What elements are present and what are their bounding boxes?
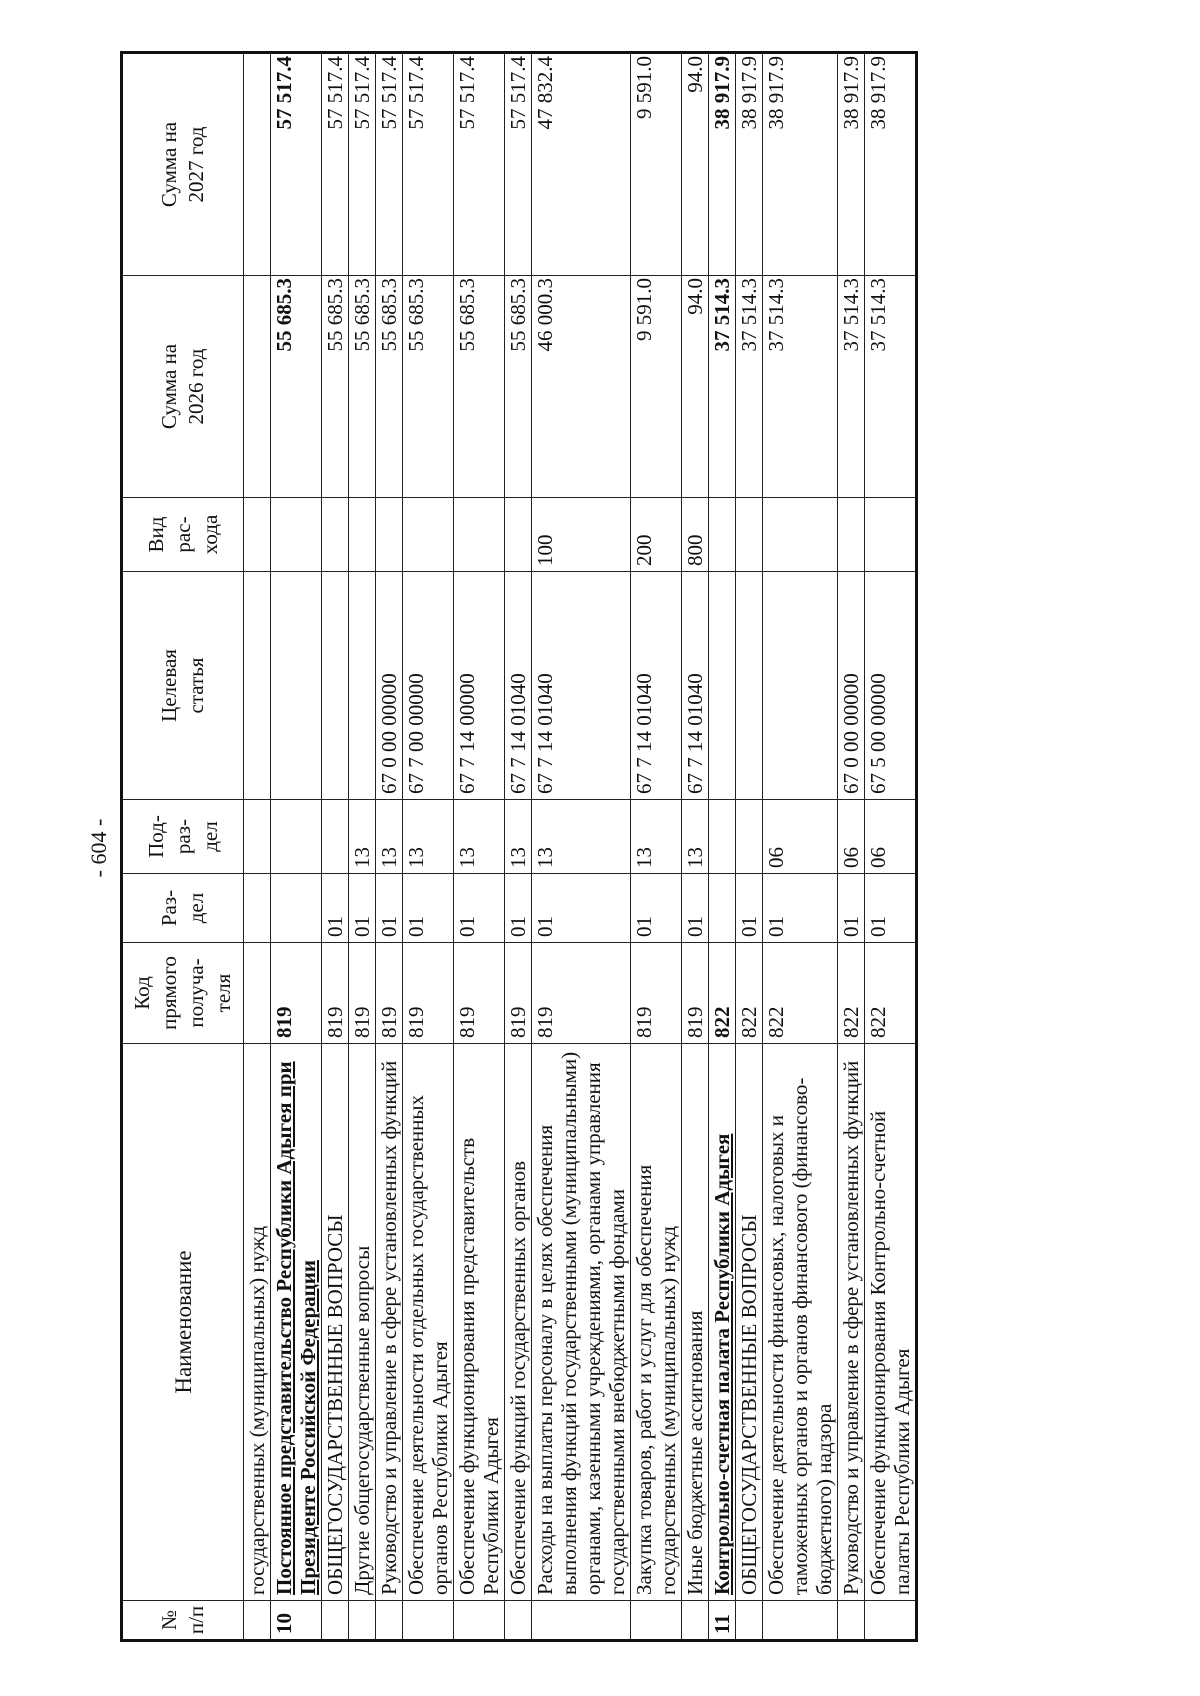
cell-target-article xyxy=(271,572,322,800)
cell-recipient-code: 822 xyxy=(763,943,838,1044)
cell-section: 01 xyxy=(532,874,631,943)
cell-subsection: 06 xyxy=(763,800,838,874)
cell-expense-type xyxy=(244,498,271,572)
cell-sum-2027: 38 917.9 xyxy=(763,53,838,276)
table-row xyxy=(322,53,349,1641)
cell-name: Иные бюджетные ассигнования xyxy=(682,1044,709,1601)
table-row xyxy=(403,53,454,1641)
table-row xyxy=(865,53,917,1641)
cell-name: Расходы на выплаты персоналу в целях обеспечения выполнения функций государственными (муниципальными) органами, казенными учреждениями, органами управления государственными внебюджетными фондами xyxy=(532,1044,631,1601)
table-row xyxy=(736,53,763,1641)
cell-recipient-code: 819 xyxy=(349,943,376,1044)
cell-recipient-code: 822 xyxy=(838,943,865,1044)
cell-expense-type xyxy=(865,498,917,572)
cell-expense-type: 200 xyxy=(631,498,682,572)
header-sum-2027: Сумма на 2027 год xyxy=(122,53,244,276)
cell-expense-type xyxy=(376,498,403,572)
cell-sum-2026: 55 685.3 xyxy=(271,276,322,498)
cell-num xyxy=(376,1601,403,1641)
cell-recipient-code: 822 xyxy=(709,943,736,1044)
cell-sum-2027: 57 517.4 xyxy=(271,53,322,276)
cell-sum-2026: 55 685.3 xyxy=(505,276,532,498)
table-row xyxy=(709,53,736,1641)
cell-recipient-code: 819 xyxy=(682,943,709,1044)
cell-target-article: 67 7 14 01040 xyxy=(532,572,631,800)
cell-sum-2027: 38 917.9 xyxy=(865,53,917,276)
cell-subsection: 13 xyxy=(532,800,631,874)
cell-name: Обеспечение функционирования представительств Республики Адыгея xyxy=(454,1044,505,1601)
cell-sum-2027: 38 917.9 xyxy=(838,53,865,276)
cell-num xyxy=(865,1601,917,1641)
cell-sum-2026: 37 514.3 xyxy=(736,276,763,498)
cell-subsection xyxy=(271,800,322,874)
cell-expense-type xyxy=(763,498,838,572)
cell-subsection xyxy=(736,800,763,874)
cell-subsection: 13 xyxy=(403,800,454,874)
cell-name: Другие общегосударственные вопросы xyxy=(349,1044,376,1601)
cell-sum-2026: 55 685.3 xyxy=(454,276,505,498)
cell-expense-type xyxy=(736,498,763,572)
cell-target-article: 67 5 00 00000 xyxy=(865,572,917,800)
cell-num: 10 xyxy=(271,1601,322,1641)
cell-sum-2026: 55 685.3 xyxy=(349,276,376,498)
cell-section: 01 xyxy=(454,874,505,943)
cell-target-article xyxy=(763,572,838,800)
cell-sum-2027: 38 917.9 xyxy=(709,53,736,276)
page-number: - 604 - xyxy=(86,818,111,878)
cell-section: 01 xyxy=(838,874,865,943)
cell-recipient-code: 819 xyxy=(532,943,631,1044)
cell-expense-type xyxy=(454,498,505,572)
cell-sum-2027: 47 832.4 xyxy=(532,53,631,276)
table-row xyxy=(763,53,838,1641)
cell-section xyxy=(244,874,271,943)
cell-sum-2027: 94.0 xyxy=(682,53,709,276)
cell-section: 01 xyxy=(322,874,349,943)
cell-recipient-code: 819 xyxy=(505,943,532,1044)
cell-num: 11 xyxy=(709,1601,736,1641)
header-row xyxy=(122,53,244,1641)
table-header xyxy=(122,53,244,1641)
cell-num xyxy=(838,1601,865,1641)
header-target-article: Целевая статья xyxy=(122,572,244,800)
table-row xyxy=(838,53,865,1641)
cell-subsection: 06 xyxy=(865,800,917,874)
table-body xyxy=(244,53,917,1641)
table-row xyxy=(454,53,505,1641)
cell-target-article xyxy=(736,572,763,800)
cell-sum-2026 xyxy=(244,276,271,498)
cell-sum-2027: 57 517.4 xyxy=(505,53,532,276)
cell-sum-2027: 57 517.4 xyxy=(403,53,454,276)
cell-subsection xyxy=(322,800,349,874)
cell-subsection: 06 xyxy=(838,800,865,874)
cell-expense-type: 800 xyxy=(682,498,709,572)
cell-name: Руководство и управление в сфере установленных функций xyxy=(838,1044,865,1601)
cell-sum-2026: 37 514.3 xyxy=(709,276,736,498)
cell-section xyxy=(271,874,322,943)
cell-subsection: 13 xyxy=(631,800,682,874)
cell-target-article xyxy=(709,572,736,800)
cell-sum-2027: 57 517.4 xyxy=(454,53,505,276)
cell-name: Обеспечение деятельности отдельных государственных органов Республики Адыгея xyxy=(403,1044,454,1601)
cell-sum-2027: 57 517.4 xyxy=(376,53,403,276)
cell-subsection: 13 xyxy=(454,800,505,874)
header-subsection: Под- раз- дел xyxy=(122,800,244,874)
cell-num xyxy=(454,1601,505,1641)
cell-sum-2027: 57 517.4 xyxy=(349,53,376,276)
cell-expense-type: 100 xyxy=(532,498,631,572)
cell-sum-2026: 94.0 xyxy=(682,276,709,498)
table-row xyxy=(271,53,322,1641)
table-row xyxy=(682,53,709,1641)
cell-target-article xyxy=(322,572,349,800)
cell-sum-2026: 55 685.3 xyxy=(403,276,454,498)
cell-sum-2027 xyxy=(244,53,271,276)
cell-target-article: 67 7 00 00000 xyxy=(403,572,454,800)
cell-recipient-code: 819 xyxy=(271,943,322,1044)
table-row xyxy=(505,53,532,1641)
cell-num xyxy=(244,1601,271,1641)
header-expense-type: Вид рас- хода xyxy=(122,498,244,572)
cell-name: Обеспечение деятельности финансовых, налоговых и таможенных органов и органов финансового (финансово-бюджетного) надзора xyxy=(763,1044,838,1601)
cell-sum-2026: 37 514.3 xyxy=(865,276,917,498)
cell-section: 01 xyxy=(349,874,376,943)
cell-recipient-code xyxy=(244,943,271,1044)
cell-name: Закупка товаров, работ и услуг для обеспечения государственных (муниципальных) нужд xyxy=(631,1044,682,1601)
cell-sum-2026: 37 514.3 xyxy=(763,276,838,498)
cell-target-article xyxy=(349,572,376,800)
cell-sum-2026: 9 591.0 xyxy=(631,276,682,498)
cell-sum-2027: 38 917.9 xyxy=(736,53,763,276)
cell-name: ОБЩЕГОСУДАРСТВЕННЫЕ ВОПРОСЫ xyxy=(736,1044,763,1601)
cell-sum-2026: 55 685.3 xyxy=(322,276,349,498)
cell-num xyxy=(736,1601,763,1641)
cell-recipient-code: 819 xyxy=(403,943,454,1044)
cell-section xyxy=(709,874,736,943)
cell-name: ОБЩЕГОСУДАРСТВЕННЫЕ ВОПРОСЫ xyxy=(322,1044,349,1601)
cell-sum-2026: 46 000.3 xyxy=(532,276,631,498)
table-row xyxy=(244,53,271,1641)
cell-target-article: 67 0 00 00000 xyxy=(838,572,865,800)
cell-recipient-code: 822 xyxy=(736,943,763,1044)
cell-num xyxy=(682,1601,709,1641)
cell-name: Обеспечение функционирования Контрольно-счетной палаты Республики Адыгея xyxy=(865,1044,917,1601)
budget-table xyxy=(120,51,918,1642)
header-num: № п/п xyxy=(122,1601,244,1641)
table-row xyxy=(376,53,403,1641)
cell-target-article: 67 7 14 01040 xyxy=(505,572,532,800)
cell-section: 01 xyxy=(403,874,454,943)
cell-subsection: 13 xyxy=(349,800,376,874)
cell-expense-type xyxy=(838,498,865,572)
cell-expense-type xyxy=(271,498,322,572)
cell-expense-type xyxy=(709,498,736,572)
cell-section: 01 xyxy=(505,874,532,943)
cell-target-article: 67 7 14 01040 xyxy=(631,572,682,800)
cell-num xyxy=(532,1601,631,1641)
cell-subsection xyxy=(244,800,271,874)
cell-num xyxy=(631,1601,682,1641)
cell-name: Контрольно-счетная палата Республики Адыгея xyxy=(709,1044,736,1601)
cell-expense-type xyxy=(403,498,454,572)
cell-target-article: 67 7 14 01040 xyxy=(682,572,709,800)
table-row xyxy=(349,53,376,1641)
cell-section: 01 xyxy=(376,874,403,943)
table-row xyxy=(532,53,631,1641)
cell-num xyxy=(349,1601,376,1641)
table-row xyxy=(631,53,682,1641)
cell-recipient-code: 819 xyxy=(454,943,505,1044)
cell-name: Обеспечение функций государственных органов xyxy=(505,1044,532,1601)
cell-sum-2026: 37 514.3 xyxy=(838,276,865,498)
header-sum-2026: Сумма на 2026 год xyxy=(122,276,244,498)
header-recipient-code: Код прямого получа- теля xyxy=(122,943,244,1044)
cell-recipient-code: 819 xyxy=(322,943,349,1044)
cell-subsection: 13 xyxy=(376,800,403,874)
header-name: Наименование xyxy=(122,1044,244,1601)
cell-section: 01 xyxy=(682,874,709,943)
cell-num xyxy=(763,1601,838,1641)
cell-num xyxy=(505,1601,532,1641)
cell-sum-2027: 9 591.0 xyxy=(631,53,682,276)
cell-num xyxy=(322,1601,349,1641)
cell-num xyxy=(403,1601,454,1641)
cell-expense-type xyxy=(349,498,376,572)
cell-subsection: 13 xyxy=(682,800,709,874)
cell-target-article: 67 7 14 00000 xyxy=(454,572,505,800)
cell-expense-type xyxy=(322,498,349,572)
cell-sum-2027: 57 517.4 xyxy=(322,53,349,276)
cell-name: государственных (муниципальных) нужд xyxy=(244,1044,271,1601)
cell-subsection: 13 xyxy=(505,800,532,874)
cell-name: Постоянное представительство Республики Адыгея при Президенте Российской Федерации xyxy=(271,1044,322,1601)
cell-sum-2026: 55 685.3 xyxy=(376,276,403,498)
cell-section: 01 xyxy=(763,874,838,943)
cell-section: 01 xyxy=(865,874,917,943)
header-section: Раз- дел xyxy=(122,874,244,943)
cell-section: 01 xyxy=(736,874,763,943)
cell-recipient-code: 822 xyxy=(865,943,917,1044)
cell-target-article: 67 0 00 00000 xyxy=(376,572,403,800)
cell-target-article xyxy=(244,572,271,800)
cell-name: Руководство и управление в сфере установленных функций xyxy=(376,1044,403,1601)
cell-expense-type xyxy=(505,498,532,572)
cell-recipient-code: 819 xyxy=(376,943,403,1044)
cell-subsection xyxy=(709,800,736,874)
cell-recipient-code: 819 xyxy=(631,943,682,1044)
cell-section: 01 xyxy=(631,874,682,943)
